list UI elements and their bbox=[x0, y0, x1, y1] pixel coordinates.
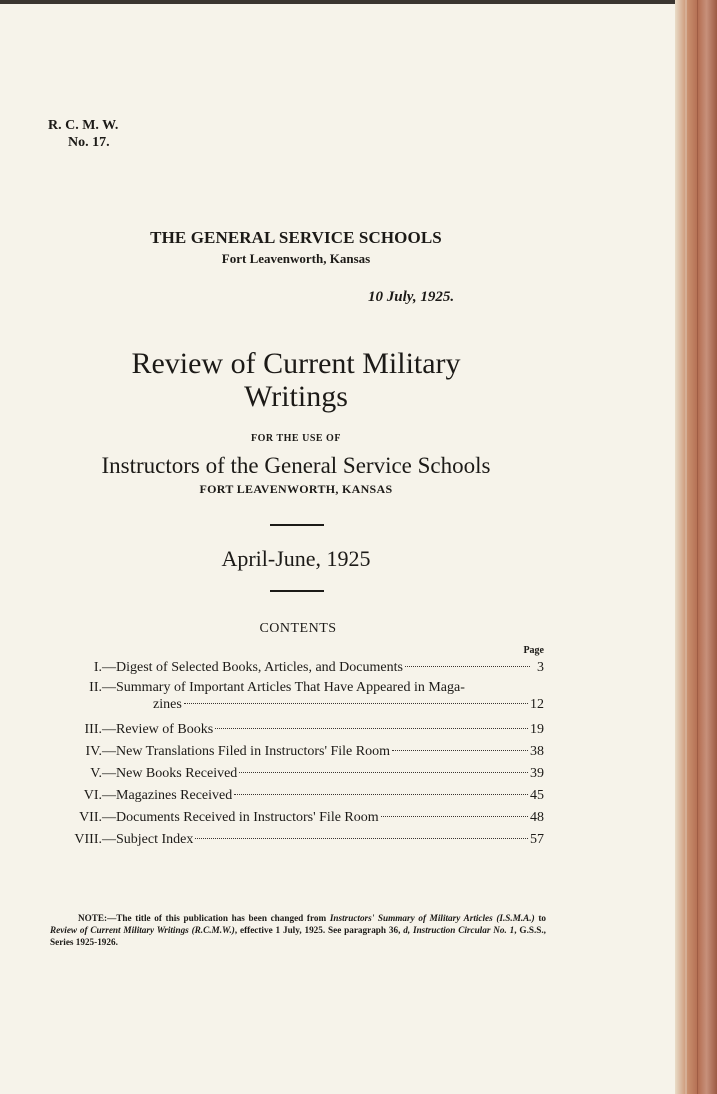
toc-entry-title: —New Books Received bbox=[102, 766, 238, 781]
toc-entry-title: —New Translations Filed in Instructors' File Room bbox=[102, 744, 390, 759]
note-reference: d, Instruction Circular No. 1 bbox=[403, 925, 515, 935]
leader-dots bbox=[381, 816, 528, 817]
page-top-border bbox=[0, 0, 675, 4]
toc-entry-page: 12 bbox=[530, 697, 544, 712]
leader-dots bbox=[195, 838, 528, 839]
publication-code bbox=[48, 117, 118, 151]
toc-entry-number: VIII. bbox=[74, 832, 102, 847]
toc-entry-page: 45 bbox=[530, 788, 544, 803]
toc-entry bbox=[48, 763, 544, 785]
title-line-2: Writings bbox=[244, 380, 348, 413]
leader-dots bbox=[239, 772, 528, 773]
for-use-label: FOR THE USE OF bbox=[251, 433, 341, 444]
toc-entry-title: —Documents Received in Instructors' File Room bbox=[102, 810, 379, 825]
page-column-label: Page bbox=[523, 645, 544, 656]
toc-entry bbox=[48, 741, 544, 763]
institution-name: THE GENERAL SERVICE SCHOOLS bbox=[150, 228, 442, 247]
audience-heading: Instructors of the General Service Schools bbox=[101, 453, 491, 478]
toc-entry-number: II. bbox=[89, 680, 102, 695]
toc-entry-page: 19 bbox=[530, 722, 544, 737]
toc-entry-number: VI. bbox=[83, 788, 102, 803]
toc-entry-number: I. bbox=[93, 660, 102, 675]
institution-location: Fort Leavenworth, Kansas bbox=[221, 251, 371, 266]
toc-entry-number: VII. bbox=[79, 810, 102, 825]
note-old-title: Instructors' Summary of Military Articles (I.S.M.A.) bbox=[329, 913, 535, 923]
publication-number: No. 17. bbox=[68, 135, 110, 150]
page-title bbox=[0, 347, 592, 413]
audience-location: FORT LEAVENWORTH, KANSAS bbox=[199, 482, 393, 496]
issue-date: 10 July, 1925. bbox=[368, 289, 455, 305]
note-text: , effective 1 July, 1925. See paragraph 36, bbox=[234, 925, 404, 935]
toc-entry-number: V. bbox=[90, 766, 102, 781]
note-text: , G.S.S., Series 1925-1926. bbox=[50, 925, 546, 947]
leader-dots bbox=[405, 666, 530, 667]
toc-entry bbox=[48, 657, 544, 679]
toc-entry-page: 39 bbox=[530, 766, 544, 781]
toc-entry-title: —Review of Books bbox=[102, 722, 214, 737]
toc-entry bbox=[48, 829, 544, 851]
leader-dots bbox=[234, 794, 528, 795]
note-text: NOTE:—The title of this publication has been changed from bbox=[78, 913, 330, 923]
toc-entry-title: —Magazines Received bbox=[102, 788, 233, 803]
toc-entry bbox=[48, 807, 544, 829]
toc-entry-page: 3 bbox=[537, 660, 544, 675]
period-heading: April-June, 1925 bbox=[221, 546, 371, 571]
book-page-edge bbox=[675, 0, 717, 1094]
publication-code-text: R. C. M. W. bbox=[48, 118, 119, 133]
toc-entry-title: —Summary of Important Articles That Have Appeared in Maga- bbox=[102, 680, 465, 695]
toc-entry-title: —Digest of Selected Books, Articles, and Documents bbox=[102, 660, 403, 675]
toc-entry-page: 48 bbox=[530, 810, 544, 825]
toc-entry bbox=[48, 679, 544, 719]
leader-dots bbox=[392, 750, 528, 751]
toc-entry-page: 38 bbox=[530, 744, 544, 759]
leader-dots bbox=[184, 703, 528, 704]
toc-entry-number: III. bbox=[84, 722, 102, 737]
table-of-contents bbox=[48, 657, 544, 851]
toc-entry bbox=[48, 785, 544, 807]
toc-entry-number: IV. bbox=[85, 744, 102, 759]
divider-bottom bbox=[270, 590, 324, 592]
note-text: to bbox=[534, 913, 546, 923]
toc-entry-page: 57 bbox=[530, 832, 544, 847]
divider-top bbox=[270, 524, 324, 526]
contents-heading: CONTENTS bbox=[259, 621, 337, 636]
title-line-1: Review of Current Military bbox=[131, 347, 461, 380]
note-new-title: Review of Current Military Writings (R.C.M.W.) bbox=[50, 925, 235, 935]
toc-entry bbox=[48, 719, 544, 741]
leader-dots bbox=[215, 728, 528, 729]
toc-entry-title-continued: zines bbox=[153, 697, 182, 712]
title-change-note bbox=[50, 912, 546, 948]
toc-entry-title: —Subject Index bbox=[102, 832, 194, 847]
